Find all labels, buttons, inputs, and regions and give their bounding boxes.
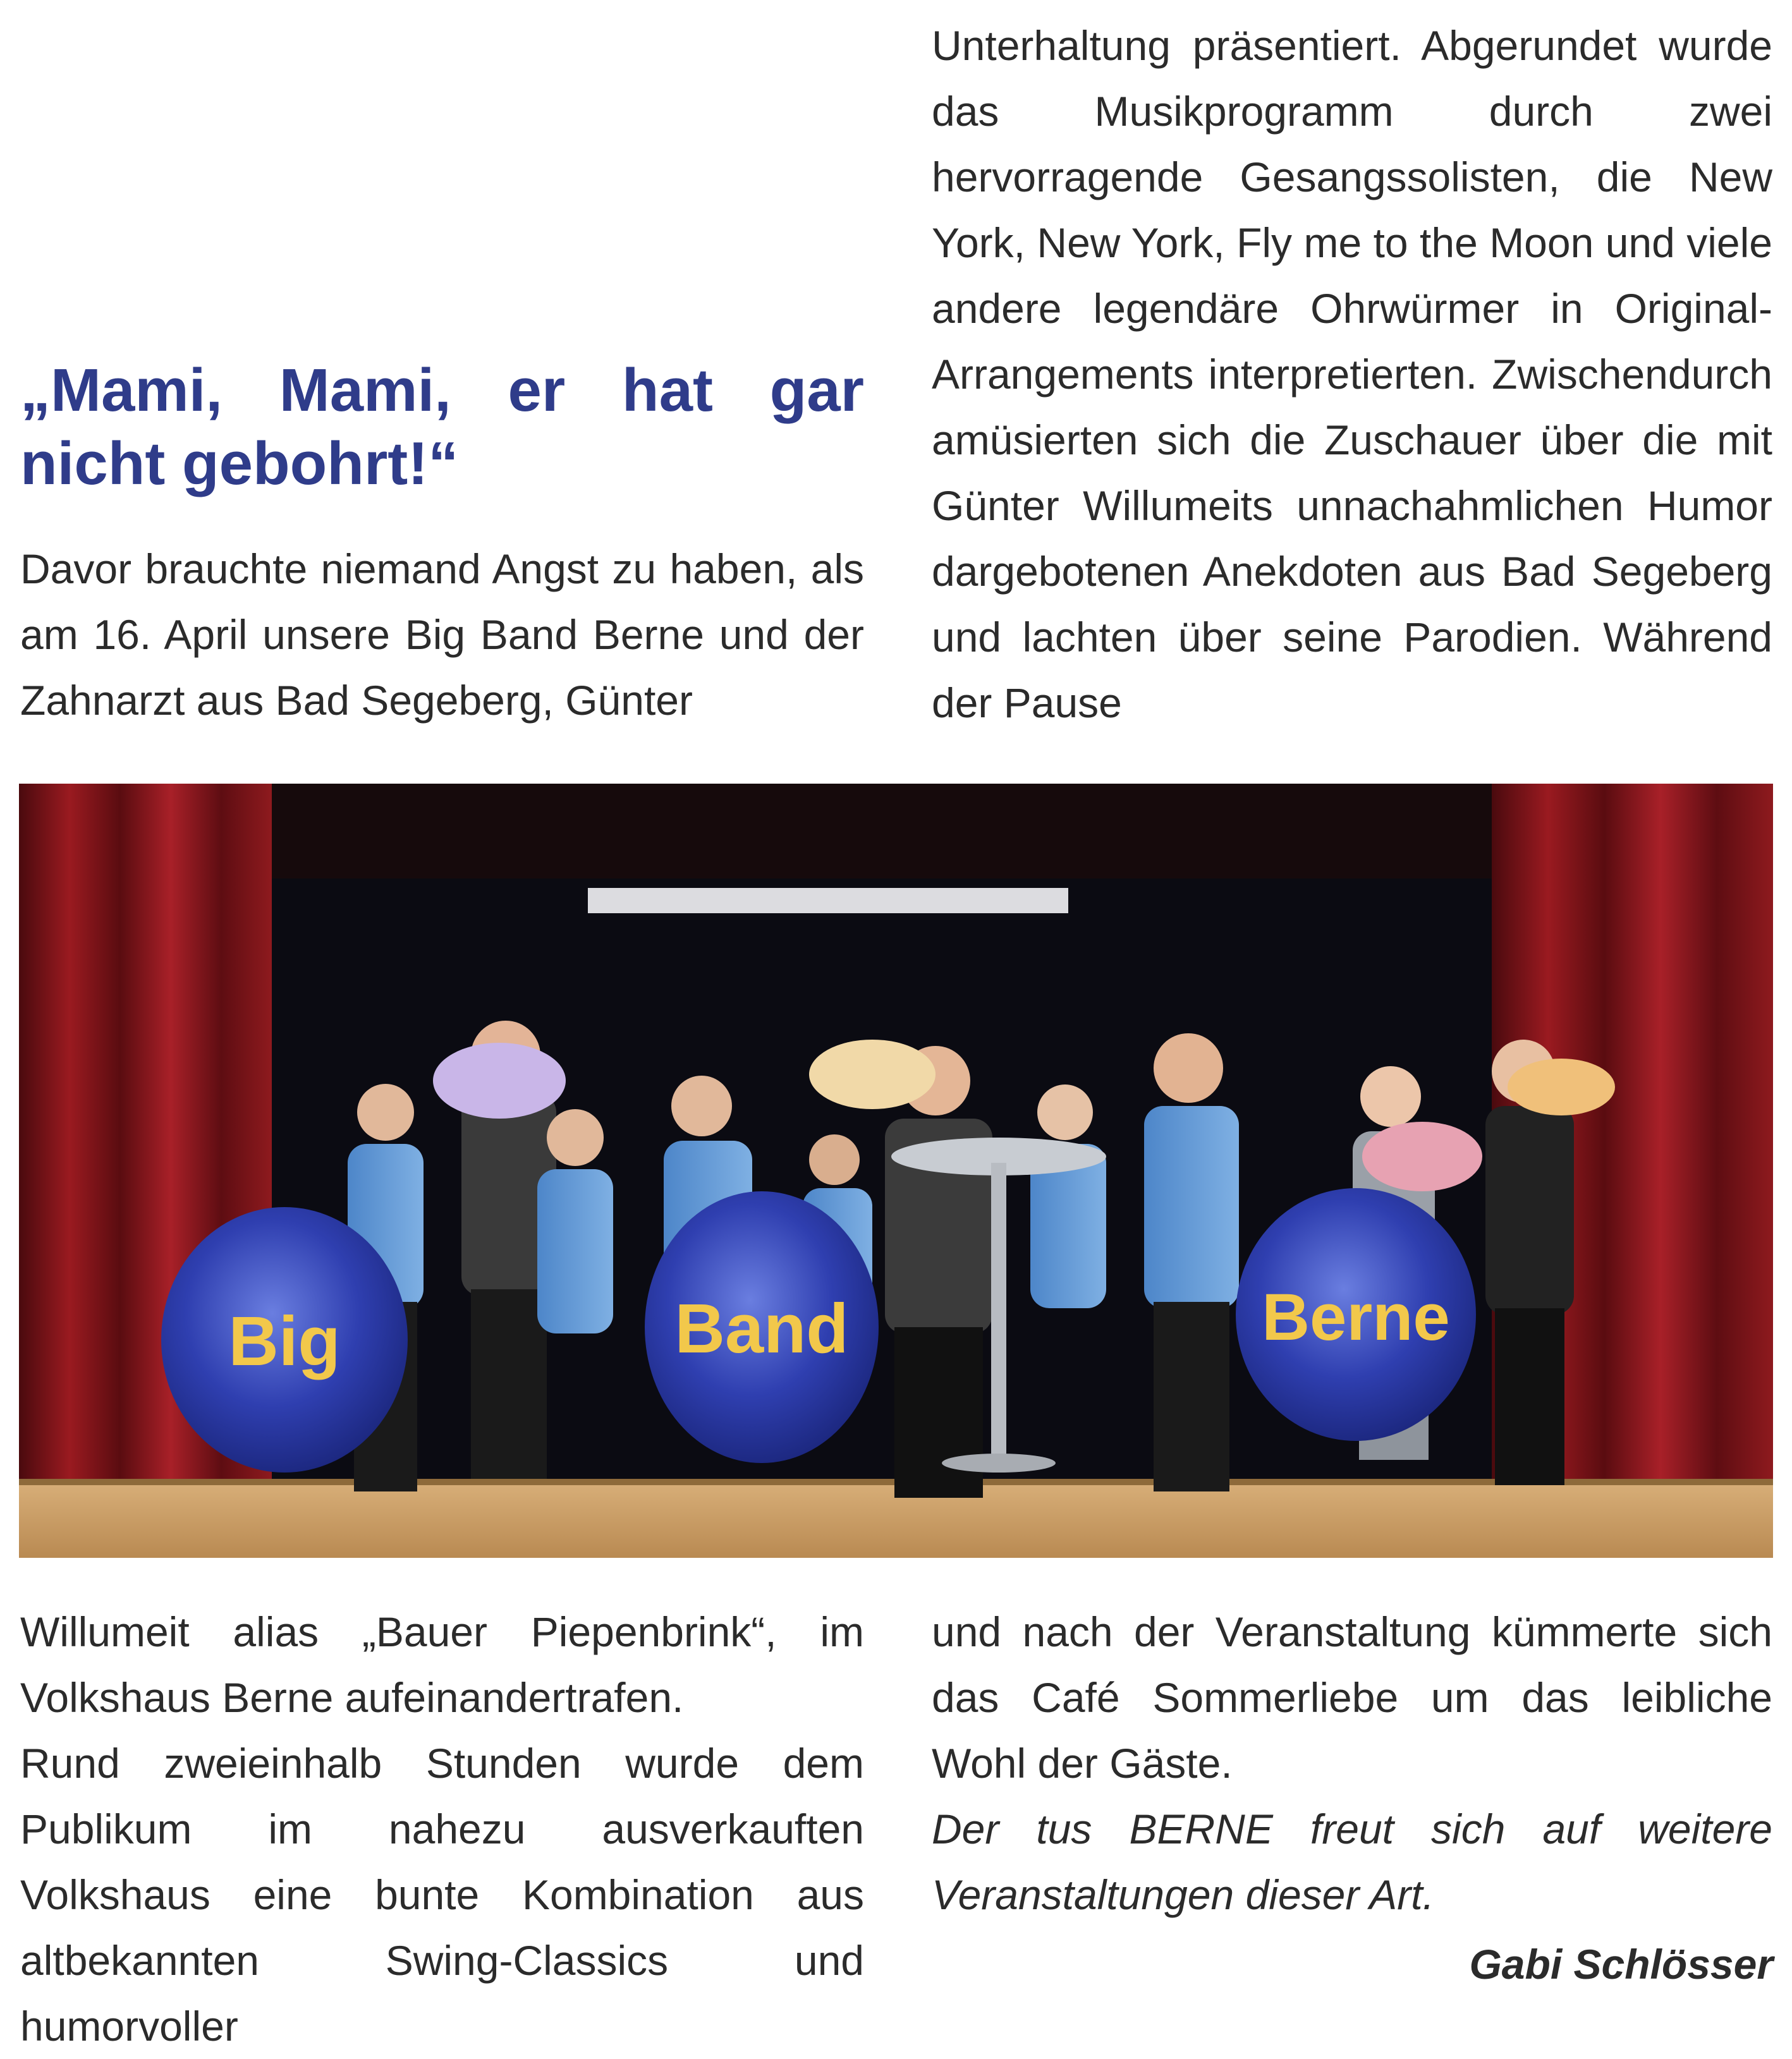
paragraph: Unterhaltung präsentiert. Abgerundet wurde das Musikprogramm durch zwei hervorragende Gesangssolisten, die New York, New York, Fly me to the Moon und viele andere legendäre Ohrwürmer in Original-Arrangements interpretierten. Zwischendurch amüsierten sich die Zuschauer über die mit Günter Willumeits unnachahmlichen Humor dargebotenen Anekdoten aus Bad Segeberg und lachten über seine Parodien. Während der Pause (932, 22, 1772, 726)
band-photo (19, 784, 1773, 1558)
drum-band (645, 1191, 879, 1463)
text-column-right-top (932, 13, 1772, 736)
closing-remark: Der tus BERNE freut sich auf weitere Veranstaltungen dieser Art. (932, 1806, 1772, 1918)
text-column-left-top (20, 536, 864, 733)
drum-label: Band (674, 1290, 849, 1368)
paragraph: Willumeit alias „Bauer Piepenbrink“, im Volkshaus Berne aufeinandertrafen. (20, 1608, 864, 1721)
text-column-left-bottom (20, 1599, 864, 2059)
article-headline: „Mami, Mami, er hat gar nicht gebohrt!“ (20, 356, 864, 497)
paragraph: Davor brauchte niemand Angst zu haben, als am 16. April unsere Big Band Berne und der Zahnarzt aus Bad Segeberg, Günter (20, 545, 864, 724)
paragraph: Rund zweieinhalb Stunden wurde dem Publikum im nahezu ausverkauften Volkshaus eine bunte Kombination aus altbekannten Swing-Classics und humorvoller (20, 1740, 864, 2050)
paragraph: und nach der Veranstaltung kümmerte sich das Café Sommerliebe um das leibliche Wohl der Gäste. (932, 1608, 1772, 1787)
drum-big (161, 1207, 408, 1473)
drum-label: Berne (1262, 1280, 1450, 1354)
author-name: Gabi Schlösser (1469, 1941, 1773, 1988)
drum-berne (1236, 1188, 1476, 1441)
text-column-right-bottom (932, 1599, 1772, 1928)
drum-label: Big (228, 1303, 341, 1380)
